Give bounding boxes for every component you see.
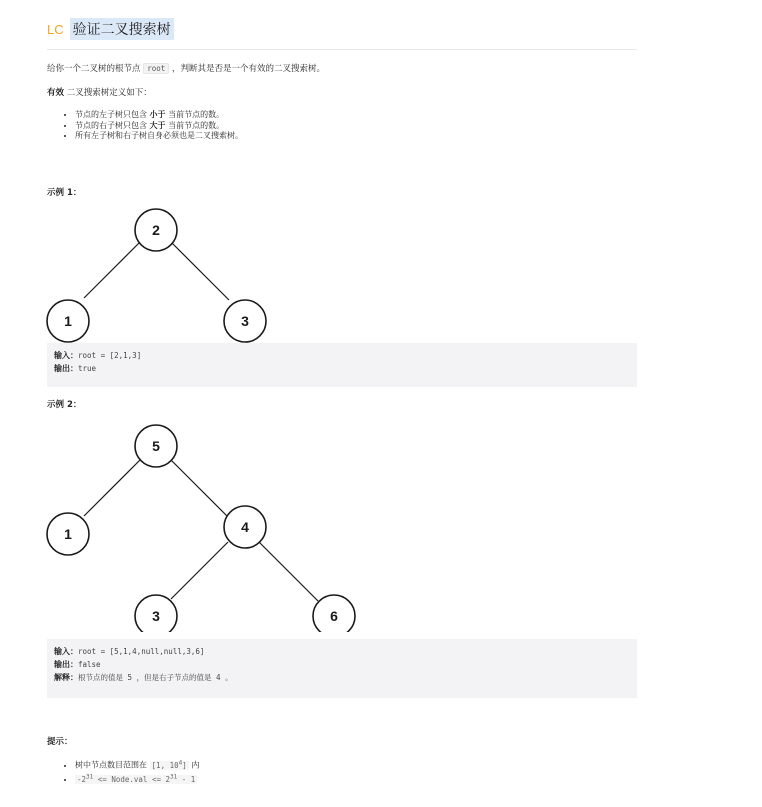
header-divider bbox=[47, 49, 637, 50]
example2-tree-diagram bbox=[40, 420, 370, 632]
example2-io-block: 输入：root = [5,1,4,null,null,3,6] 输出：false 解释：根节点的值是 5 ，但是右子节点的值是 4 。 bbox=[47, 639, 637, 698]
tree-edge bbox=[171, 460, 228, 517]
example2-output: false bbox=[78, 660, 101, 669]
intro-text-after: ，判断其是否是一个有效的二叉搜索树。 bbox=[171, 64, 325, 74]
list-item: • 节点的左子树只包含 小于 当前节点的数。 bbox=[75, 110, 243, 121]
tree-edge bbox=[171, 542, 228, 599]
rules-list bbox=[57, 110, 243, 142]
tree-edge bbox=[171, 242, 229, 300]
example1-tree-diagram bbox=[40, 205, 280, 345]
example2-title: 示例 2： bbox=[47, 400, 82, 410]
definition-line bbox=[47, 87, 152, 99]
example1-output: true bbox=[78, 364, 97, 373]
tree-node-label: 4 bbox=[241, 519, 249, 535]
page-title: 验证二叉搜索树 bbox=[70, 18, 174, 40]
hints-list bbox=[57, 757, 199, 786]
example2-input: root = [5,1,4,null,null,3,6] bbox=[78, 647, 205, 656]
list-item bbox=[75, 772, 199, 787]
intro-text-before: 给你一个二叉树的根节点 bbox=[47, 64, 141, 74]
tree-node-label: 3 bbox=[241, 313, 249, 329]
list-item: • 节点的右子树只包含 大于 当前节点的数。 bbox=[75, 121, 243, 132]
tree-node-label: 5 bbox=[152, 438, 160, 454]
tree-node-label: 2 bbox=[152, 222, 160, 238]
example1-input: root = [2,1,3] bbox=[78, 351, 142, 360]
problem-intro bbox=[47, 63, 325, 75]
tree-edge bbox=[84, 242, 140, 298]
hints-title: 提示： bbox=[47, 737, 73, 747]
lc-badge: LC bbox=[47, 21, 64, 37]
tree-node-label: 1 bbox=[64, 313, 72, 329]
example1-io-block: 输入：root = [2,1,3] 输出：true bbox=[47, 343, 637, 387]
example2-explanation: 根节点的值是 5 ，但是右子节点的值是 4 。 bbox=[78, 673, 233, 682]
list-item: • 树中节点数目范围在 [1, $10^4$] 内 bbox=[75, 757, 199, 772]
definition-bold: 有效 bbox=[47, 88, 65, 98]
tree-node-label: 1 bbox=[64, 526, 72, 542]
tree-node-label: 6 bbox=[330, 608, 338, 624]
example1-title: 示例 1： bbox=[47, 188, 82, 198]
tree-edge bbox=[84, 460, 140, 516]
tree-node-label: 3 bbox=[152, 608, 160, 624]
list-item: • 所有左子树和右子树自身必须也是二叉搜索树。 bbox=[75, 131, 243, 142]
value-range: $-2^{31}$ <= Node.val <= $2^{31} - 1$ bbox=[77, 773, 196, 784]
page-header bbox=[47, 19, 174, 39]
intro-code: root bbox=[143, 63, 169, 74]
tree-edge bbox=[259, 542, 318, 601]
node-count-range: [1, $10^4$] bbox=[151, 759, 187, 770]
definition-rest: 二叉搜索树定义如下： bbox=[64, 88, 152, 98]
